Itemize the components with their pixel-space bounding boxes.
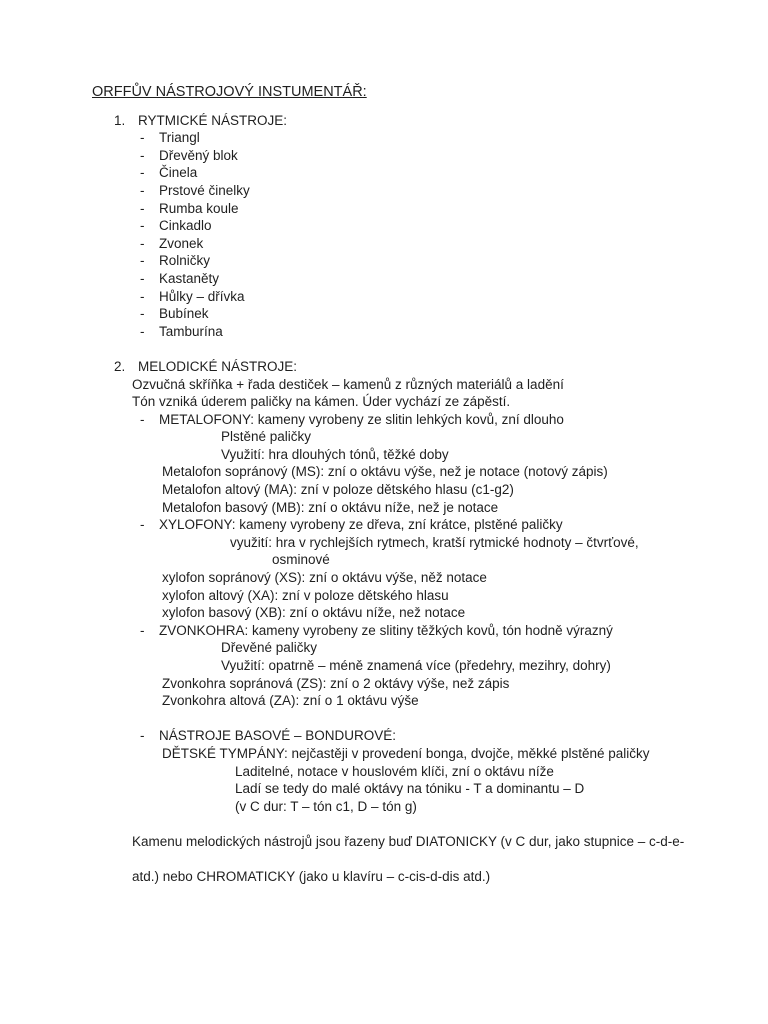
- doc-line: [0, 147, 768, 165]
- line-text: Tamburína: [159, 323, 223, 339]
- line-text: Zvonek: [159, 235, 204, 251]
- dash-bullet: -: [140, 517, 145, 533]
- line-text: RYTMICKÉ NÁSTROJE:: [138, 112, 288, 128]
- line-text: Prstové činelky: [159, 182, 250, 198]
- line-text: Metalofon basový (MB): zní o oktávu níže, než je notace: [162, 499, 499, 515]
- doc-line: [0, 323, 768, 341]
- doc-line: [0, 675, 768, 693]
- line-text: Metalofon altový (MA): zní v poloze dětského hlasu (c1-g2): [162, 482, 514, 498]
- doc-line: [0, 428, 768, 446]
- doc-line: [0, 587, 768, 605]
- line-text: ZVONKOHRA: kameny vyrobeny ze slitiny těžkých kovů, tón hodně výrazný: [159, 622, 613, 638]
- doc-line: [0, 200, 768, 218]
- dash-bullet: -: [140, 728, 145, 744]
- line-text: Dřevěné paličky: [221, 640, 318, 656]
- doc-line: [0, 376, 768, 394]
- dash-bullet: -: [140, 323, 145, 339]
- doc-line: [0, 780, 768, 798]
- doc-line: [0, 727, 768, 745]
- doc-line: [0, 499, 768, 517]
- doc-line: [0, 569, 768, 587]
- line-text: DĚTSKÉ TYMPÁNY: nejčastěji v provedení bonga, dvojče, měkké plstěné paličky: [162, 745, 650, 761]
- line-text: Plstěné paličky: [221, 429, 312, 445]
- list-number: 1.: [114, 112, 126, 128]
- doc-line: [0, 182, 768, 200]
- doc-line: [0, 639, 768, 657]
- doc-line: [0, 217, 768, 235]
- document-title: [0, 84, 768, 102]
- line-text: (v C dur: T – tón c1, D – tón g): [235, 798, 417, 814]
- doc-line: [0, 798, 768, 816]
- line-text: XYLOFONY: kameny vyrobeny ze dřeva, zní krátce, plstěné paličky: [159, 517, 563, 533]
- line-text: osminové: [272, 552, 330, 568]
- line-text: Cinkadlo: [159, 218, 212, 234]
- dash-bullet: -: [140, 218, 145, 234]
- dash-bullet: -: [140, 182, 145, 198]
- doc-line: [0, 411, 768, 429]
- dash-bullet: -: [140, 235, 145, 251]
- dash-bullet: -: [140, 622, 145, 638]
- document-lines: [0, 112, 768, 886]
- line-text: využití: hra v rychlejších rytmech, kratší rytmické hodnoty – čtvrťové,: [230, 534, 639, 550]
- doc-line: [0, 129, 768, 147]
- doc-line: [0, 112, 768, 130]
- dash-bullet: -: [140, 130, 145, 146]
- doc-line: [0, 622, 768, 640]
- blank-line: [0, 815, 768, 833]
- line-text: Využití: opatrně – méně znamená více (předehry, mezihry, dohry): [221, 658, 611, 673]
- line-text: Kastaněty: [159, 270, 220, 286]
- doc-line: [0, 516, 768, 534]
- doc-line: [0, 164, 768, 182]
- doc-line: [0, 692, 768, 710]
- line-text: Rumba koule: [159, 200, 239, 216]
- doc-line: [0, 551, 768, 569]
- line-text: MELODICKÉ NÁSTROJE:: [138, 358, 298, 374]
- line-text: Laditelné, notace v houslovém klíči, zní o oktávu níže: [235, 763, 554, 779]
- doc-line: [0, 393, 768, 411]
- doc-line: [0, 481, 768, 499]
- line-text: Triangl: [159, 130, 200, 146]
- doc-line: [0, 657, 768, 675]
- doc-line: [0, 305, 768, 323]
- dash-bullet: -: [140, 253, 145, 269]
- doc-line: [0, 358, 768, 376]
- line-text: xylofon basový (XB): zní o oktávu níže, než notace: [162, 605, 466, 621]
- blank-line: [0, 340, 768, 358]
- line-text: Dřevěný blok: [159, 147, 238, 163]
- dash-bullet: -: [140, 288, 145, 304]
- line-text: Rolničky: [159, 253, 211, 269]
- line-text: Ozvučná skříňka + řada destiček – kamenů z různých materiálů a ladění: [132, 376, 564, 392]
- doc-line: [0, 446, 768, 464]
- line-text: METALOFONY: kameny vyrobeny ze slitin lehkých kovů, zní dlouho: [159, 411, 564, 427]
- line-text: Zvonkohra altová (ZA): zní o 1 oktávu výše: [162, 693, 419, 709]
- line-text: Tón vzniká úderem paličky na kámen. Úder vychází ze zápěstí.: [132, 394, 511, 410]
- line-text: Kamenu melodických nástrojů jsou řazeny buď DIATONICKY (v C dur, jako stupnice – c-d-e-: [132, 833, 685, 849]
- list-number: 2.: [114, 358, 126, 374]
- line-text: Metalofon sopránový (MS): zní o oktávu výše, než je notace (notový zápis): [162, 464, 608, 480]
- doc-line: [0, 288, 768, 306]
- dash-bullet: -: [140, 306, 145, 322]
- line-text: xylofon altový (XA): zní v poloze dětského hlasu: [162, 587, 449, 603]
- doc-line: [0, 534, 768, 552]
- dash-bullet: -: [140, 200, 145, 216]
- document-title-text: ORFFŮV NÁSTROJOVÝ INSTUMENTÁŘ:: [92, 84, 367, 100]
- blank-line: [0, 851, 768, 869]
- line-text: Ladí se tedy do malé oktávy na tóniku - T a dominantu – D: [235, 781, 585, 797]
- blank-line: [0, 710, 768, 728]
- line-text: xylofon sopránový (XS): zní o oktávu výše, něž notace: [162, 570, 487, 586]
- doc-line: [0, 745, 768, 763]
- doc-line: [0, 270, 768, 288]
- line-text: Bubínek: [159, 306, 209, 322]
- dash-bullet: -: [140, 147, 145, 163]
- line-text: NÁSTROJE BASOVÉ – BONDUROVÉ:: [159, 728, 397, 744]
- line-text: Využití: hra dlouhých tónů, těžké doby: [221, 446, 449, 462]
- doc-line: [0, 604, 768, 622]
- doc-line: [0, 833, 768, 851]
- line-text: atd.) nebo CHROMATICKY (jako u klavíru – c-cis-d-dis atd.): [132, 869, 491, 885]
- dash-bullet: -: [140, 270, 145, 286]
- line-text: Hůlky – dřívka: [159, 288, 245, 304]
- line-text: Činela: [159, 165, 198, 181]
- doc-line: [0, 252, 768, 270]
- doc-line: [0, 463, 768, 481]
- doc-line: [0, 868, 768, 886]
- doc-line: [0, 763, 768, 781]
- line-text: Zvonkohra sopránová (ZS): zní o 2 oktávy výše, než zápis: [162, 675, 510, 691]
- dash-bullet: -: [140, 165, 145, 181]
- doc-line: [0, 235, 768, 253]
- dash-bullet: -: [140, 411, 145, 427]
